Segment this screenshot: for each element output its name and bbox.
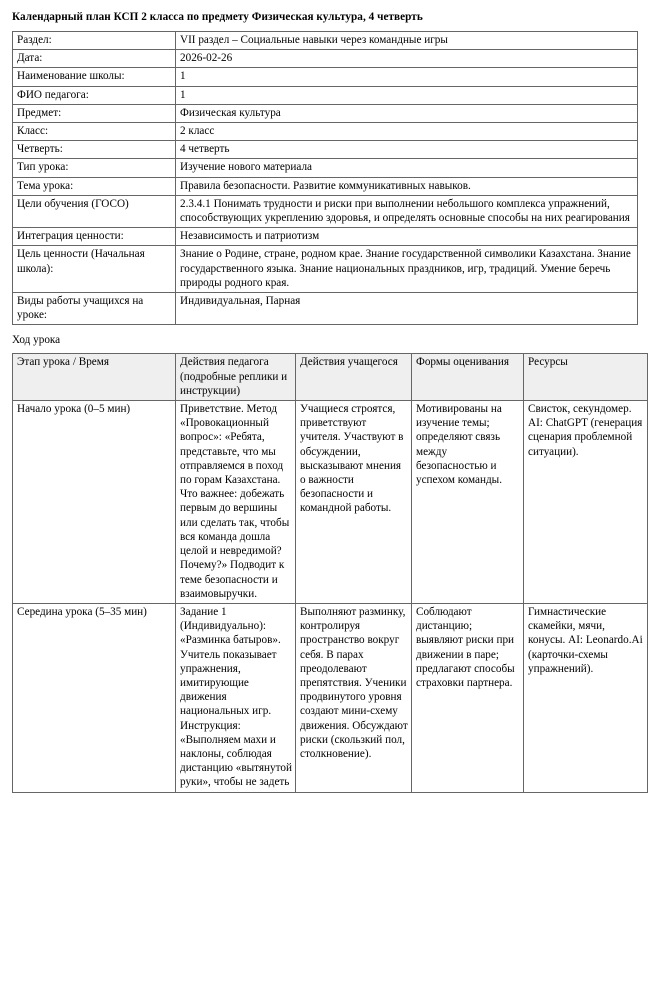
info-value: Правила безопасности. Развитие коммуникативных навыков. [176, 177, 638, 195]
info-label: ФИО педагога: [13, 86, 176, 104]
info-value: Физическая культура [176, 104, 638, 122]
info-value: Индивидуальная, Парная [176, 293, 638, 325]
table-row [13, 141, 638, 159]
info-label: Предмет: [13, 104, 176, 122]
cell-teacher-actions: Приветствие. Метод «Провокационный вопрос»: «Ребята, представьте, что мы отправляемся в поход по горам Казахстана. Что важнее: добежать первым до вершины или сделать так, чтобы вся команда дошла целой и невредимой? Почему?» Подводит к теме безопасности и взаимовыручки. [176, 401, 296, 604]
cell-resources: Свисток, секундомер. AI: ChatGPT (генерация сценария проблемной ситуации). [524, 401, 648, 604]
info-value: Независимость и патриотизм [176, 228, 638, 246]
table-row [13, 603, 648, 792]
column-header-assessment: Формы оценивания [412, 354, 524, 401]
info-label: Дата: [13, 50, 176, 68]
table-row [13, 246, 638, 293]
lesson-table-body [13, 401, 648, 792]
info-label: Цели обучения (ГОСО) [13, 195, 176, 227]
info-table-body [13, 32, 638, 325]
page-bottom-spacer [12, 793, 639, 799]
info-value: 2 класс [176, 123, 638, 141]
info-label: Виды работы учащихся на уроке: [13, 293, 176, 325]
column-header-resources: Ресурсы [524, 354, 648, 401]
table-row [13, 195, 638, 227]
cell-resources: Гимнастические скамейки, мячи, конусы. AI: Leonardo.Ai (карточки-схемы упражнений). [524, 603, 648, 792]
info-value: 4 четверть [176, 141, 638, 159]
info-label: Цель ценности (Начальная школа): [13, 246, 176, 293]
info-value: 1 [176, 68, 638, 86]
cell-assessment: Мотивированы на изучение темы; определяют связь между безопасностью и успехом команды. [412, 401, 524, 604]
info-value: 2026-02-26 [176, 50, 638, 68]
lesson-process-table [12, 353, 648, 792]
info-label: Интеграция ценности: [13, 228, 176, 246]
cell-stage: Середина урока (5–35 мин) [13, 603, 176, 792]
table-row [13, 86, 638, 104]
column-header-student-actions: Действия учащегося [296, 354, 412, 401]
info-value: VII раздел – Социальные навыки через командные игры [176, 32, 638, 50]
info-value: Изучение нового материала [176, 159, 638, 177]
info-label: Тема урока: [13, 177, 176, 195]
table-row [13, 401, 648, 604]
cell-assessment: Соблюдают дистанцию; выявляют риски при движении в паре; предлагают способы страховки партнера. [412, 603, 524, 792]
info-label: Раздел: [13, 32, 176, 50]
info-label: Наименование школы: [13, 68, 176, 86]
info-label: Класс: [13, 123, 176, 141]
lesson-table-head [13, 354, 648, 401]
cell-student-actions: Выполняют разминку, контролируя пространство вокруг себя. В парах преодолевают препятствия. Ученики продвинутого уровня создают мини-схему движения. Обсуждают риски (скользкий пол, столкновение). [296, 603, 412, 792]
info-value: 2.3.4.1 Понимать трудности и риски при выполнении небольшого комплекса упражнений, способствующих укреплению здоровья, и определять основные способы на них реагирования [176, 195, 638, 227]
table-row [13, 123, 638, 141]
table-header-row [13, 354, 648, 401]
table-row [13, 32, 638, 50]
info-value: Знание о Родине, стране, родном крае. Знание государственной символики Казахстана. Знание государственного языка. Знание национальных праздников, игр, традиций. Умение беречь природы родного края. [176, 246, 638, 293]
page-title: Календарный план КСП 2 класса по предмету Физическая культура, 4 четверть [12, 11, 423, 23]
cell-teacher-actions: Задание 1 (Индивидуально): «Разминка батыров». Учитель показывает упражнения, имитирующие движения национальных игр. Инструкция: «Выполняем махи и наклоны, соблюдая дистанцию «вытянутой руки», чтобы не задеть [176, 603, 296, 792]
table-row [13, 104, 638, 122]
cell-stage: Начало урока (0–5 мин) [13, 401, 176, 604]
column-header-stage: Этап урока / Время [13, 354, 176, 401]
table-row [13, 177, 638, 195]
table-row [13, 228, 638, 246]
table-row [13, 159, 638, 177]
cell-student-actions: Учащиеся строятся, приветствуют учителя. Участвуют в обсуждении, высказывают мнения о важности безопасности и командной работы. [296, 401, 412, 604]
table-row [13, 50, 638, 68]
column-header-teacher-actions: Действия педагога (подробные реплики и инструкции) [176, 354, 296, 401]
table-row [13, 68, 638, 86]
lesson-process-label: Ход урока [12, 334, 61, 347]
lesson-info-table [12, 31, 638, 325]
table-row [13, 293, 638, 325]
info-label: Четверть: [13, 141, 176, 159]
info-label: Тип урока: [13, 159, 176, 177]
info-value: 1 [176, 86, 638, 104]
